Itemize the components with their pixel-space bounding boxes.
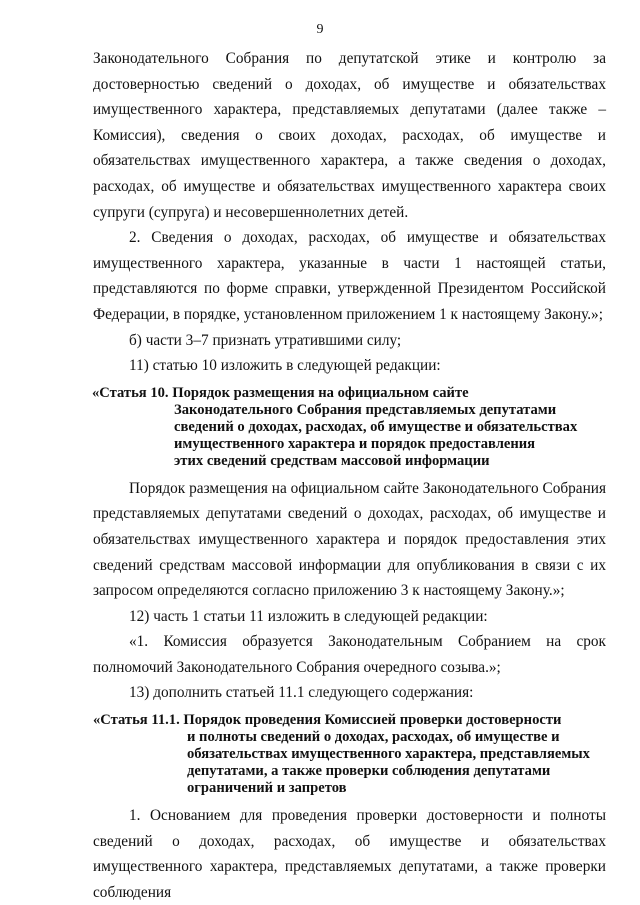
paragraph-commission-intro: Законодательного Собрания по депутатской этике и контролю за достоверностью сведений о доходах, об имуществе и обязательствах имущественного характера, представляемых депутатами (далее также – Комиссия), сведения о своих доходах, расходах, об имуществе и обязательствах имущественного характера, а также сведения о доходах, расходах, об имуществе и обязательствах имущественного характера своих супруги (супруга) и несовершеннолетних детей. <box>93 50 606 221</box>
paragraph-item-12: 12) часть 1 статьи 11 изложить в следующей редакции: <box>129 607 488 625</box>
article-11-1-heading <box>93 712 606 797</box>
article-10-title-line: сведений о доходах, расходах, об имуществе и обязательствах <box>174 418 578 435</box>
article-11-1-title-line: ограничений и запретов <box>187 780 347 797</box>
article-11-1-title-line: и полноты сведений о доходах, расходах, об имуществе и <box>187 729 560 746</box>
article-10-title-line: Законодательного Собрания представляемых депутатами <box>174 401 557 418</box>
article-11-1-title-line: обязательствах имущественного характера, представляемых <box>187 746 590 763</box>
article-11-1-title-line: «Статья 11.1. Порядок проведения Комиссией проверки достоверности <box>93 712 562 729</box>
paragraph-commission-term: «1. Комиссия образуется Законодательным Собранием на срок полномочий Законодательного Собрания очередного созыва.»; <box>93 633 606 676</box>
paragraph-item-13: 13) дополнить статьей 11.1 следующего содержания: <box>129 684 474 702</box>
paragraph-item-b: б) части 3–7 признать утратившими силу; <box>129 331 402 349</box>
document-body <box>93 46 606 905</box>
paragraph-item-11: 11) статью 10 изложить в следующей редакции: <box>129 357 441 375</box>
article-10-title-line: «Статья 10. Порядок размещения на официальном сайте <box>92 384 469 401</box>
paragraph-verification-basis: 1. Основанием для проведения проверки достоверности и полноты сведений о доходах, расходах, об имуществе и обязательствах имущественного характера, представляемых депутатами, а также проверки соблюдения <box>93 807 606 901</box>
page-number: 9 <box>316 22 324 37</box>
article-11-1-title-line: депутатами, а также проверки соблюдения депутатами <box>187 763 551 780</box>
article-10-title-line: этих сведений средствам массовой информации <box>174 452 490 469</box>
paragraph-part-2: 2. Сведения о доходах, расходах, об имуществе и обязательствах имущественного характера, указанные в части 1 настоящей статьи, представляются по форме справки, утвержденной Президентом Российской Федерации, в порядке, установленном приложением 1 к настоящему Закону.»; <box>93 229 606 323</box>
paragraph-article-10-text: Порядок размещения на официальном сайте Законодательного Собрания представляемых депутатами сведений о доходах, расходах, об имуществе и обязательствах имущественного характера и порядок предоставления этих сведений средствам массовой информации для опубликования в связи с их запросом определяются согласно приложению 3 к настоящему Закону.»; <box>93 479 606 600</box>
article-10-heading <box>92 385 606 470</box>
article-10-title-line: имущественного характера и порядок предоставления <box>174 435 536 452</box>
